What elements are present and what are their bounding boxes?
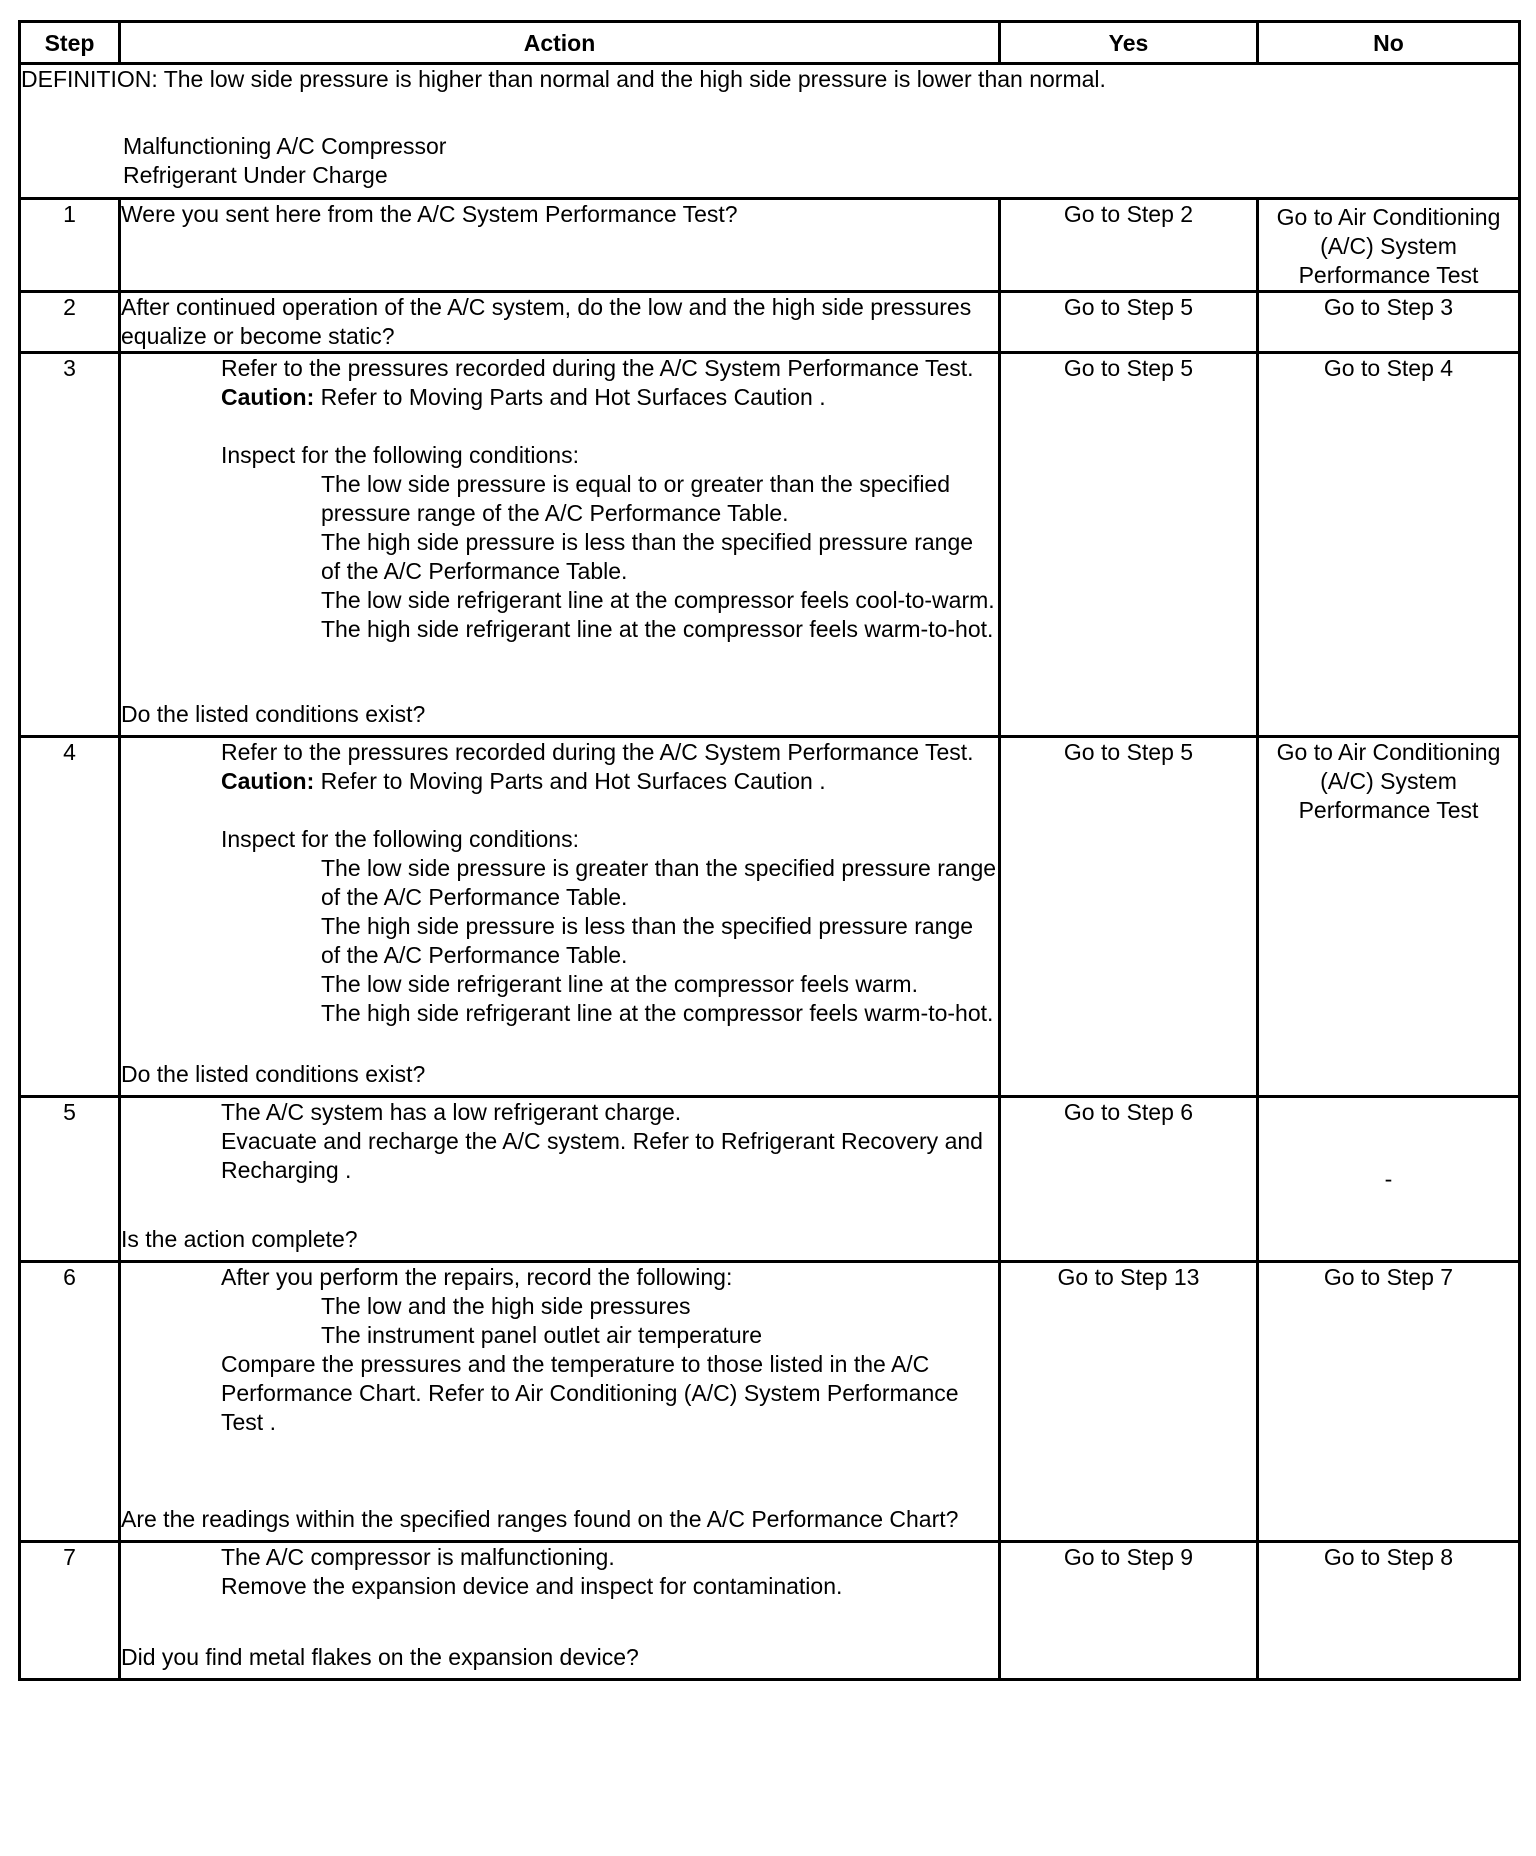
step-question: Do the listed conditions exist? (121, 701, 426, 727)
step-intro: Refer to the pressures recorded during the A/C System Performance Test. (221, 739, 974, 765)
yes-header: Yes (1000, 22, 1258, 64)
definition-row (20, 64, 1520, 199)
condition-item: The low side refrigerant line at the compressor feels cool-to-warm. (321, 587, 995, 613)
inspect-label: Inspect for the following conditions: (221, 826, 579, 852)
action-header: Action (120, 22, 1000, 64)
caution-label: Caution: (221, 384, 315, 410)
step-question: Are the readings within the specified ranges found on the A/C Performance Chart? (121, 1506, 959, 1532)
diagnostic-table (18, 20, 1521, 1681)
step-row-1 (20, 199, 1520, 292)
step-action (120, 353, 1000, 737)
no-link[interactable]: Go to Step 3 (1258, 292, 1520, 353)
step-action (120, 1542, 1000, 1680)
record-item: The low and the high side pressures (321, 1293, 691, 1319)
step-intro: Refer to the pressures recorded during the A/C System Performance Test. (221, 355, 974, 381)
cause-list (21, 132, 1518, 190)
no-link[interactable]: Go to Step 7 (1258, 1262, 1520, 1542)
cause-item: Malfunctioning A/C Compressor (123, 133, 447, 159)
caution-text: Refer to Moving Parts and Hot Surfaces Caution . (314, 768, 826, 794)
inspect-label: Inspect for the following conditions: (221, 442, 579, 468)
compare-text: Compare the pressures and the temperature to those listed in the A/C Performance Chart. Refer to Air Conditioning (A/C) System Performance Test . (221, 1351, 959, 1435)
step-row-7 (20, 1542, 1520, 1680)
step-row-5 (20, 1097, 1520, 1262)
header-row (20, 22, 1520, 64)
no-link[interactable]: Go to Air Conditioning (A/C) System Performance Test (1258, 199, 1520, 292)
no-link[interactable]: Go to Step 4 (1258, 353, 1520, 737)
caution-line (121, 767, 998, 796)
action-line: The A/C compressor is malfunctioning. (221, 1544, 615, 1570)
step-header: Step (20, 22, 120, 64)
step-action (120, 292, 1000, 353)
yes-link[interactable]: Go to Step 5 (1000, 353, 1258, 737)
condition-item: The high side pressure is less than the specified pressure range of the A/C Performance Table. (321, 913, 974, 968)
condition-item: The low side pressure is greater than the specified pressure range of the A/C Performance Table. (321, 855, 997, 910)
condition-item: The high side refrigerant line at the compressor feels warm-to-hot. (321, 1000, 994, 1026)
step-number: 2 (20, 292, 120, 353)
condition-item: The high side refrigerant line at the compressor feels warm-to-hot. (321, 616, 994, 642)
yes-link[interactable]: Go to Step 5 (1000, 737, 1258, 1097)
action-line: The A/C system has a low refrigerant charge. (221, 1099, 682, 1125)
cause-item: Refrigerant Under Charge (123, 162, 388, 188)
no-link[interactable]: Go to Step 8 (1258, 1542, 1520, 1680)
step-number: 5 (20, 1097, 120, 1262)
step-row-4 (20, 737, 1520, 1097)
step-number: 7 (20, 1542, 120, 1680)
yes-link[interactable]: Go to Step 6 (1000, 1097, 1258, 1262)
step-number: 1 (20, 199, 120, 292)
step-action (120, 1097, 1000, 1262)
step-question: After continued operation of the A/C system, do the low and the high side pressures equalize or become static? (121, 294, 972, 349)
step-action (120, 199, 1000, 292)
step-row-3 (20, 353, 1520, 737)
no-link[interactable]: Go to Air Conditioning (A/C) System Performance Test (1258, 737, 1520, 1097)
step-number: 6 (20, 1262, 120, 1542)
definition-cell (20, 64, 1520, 199)
step-row-6 (20, 1262, 1520, 1542)
yes-link[interactable]: Go to Step 9 (1000, 1542, 1258, 1680)
step-question: Is the action complete? (121, 1226, 358, 1252)
no-header: No (1258, 22, 1520, 64)
step-question: Do the listed conditions exist? (121, 1061, 426, 1087)
step-number: 4 (20, 737, 120, 1097)
no-link: - (1258, 1097, 1520, 1262)
condition-item: The high side pressure is less than the specified pressure range of the A/C Performance Table. (321, 529, 974, 584)
yes-link[interactable]: Go to Step 2 (1000, 199, 1258, 292)
step-number: 3 (20, 353, 120, 737)
yes-link[interactable]: Go to Step 5 (1000, 292, 1258, 353)
caution-text: Refer to Moving Parts and Hot Surfaces Caution . (314, 384, 826, 410)
yes-link[interactable]: Go to Step 13 (1000, 1262, 1258, 1542)
record-item: The instrument panel outlet air temperature (321, 1322, 763, 1348)
step-row-2 (20, 292, 1520, 353)
caution-line (121, 383, 998, 412)
action-line: Remove the expansion device and inspect for contamination. (221, 1573, 843, 1599)
action-line: Evacuate and recharge the A/C system. Refer to Refrigerant Recovery and Recharging . (221, 1128, 983, 1183)
condition-item: The low side refrigerant line at the compressor feels warm. (321, 971, 918, 997)
step-intro: After you perform the repairs, record the following: (221, 1264, 733, 1290)
step-question: Did you find metal flakes on the expansion device? (121, 1644, 639, 1670)
definition-text: DEFINITION: The low side pressure is higher than normal and the high side pressure is lower than normal. (21, 66, 1106, 92)
step-question: Were you sent here from the A/C System Performance Test? (121, 201, 738, 227)
caution-label: Caution: (221, 768, 315, 794)
step-action (120, 737, 1000, 1097)
condition-item: The low side pressure is equal to or greater than the specified pressure range of the A/C Performance Table. (321, 471, 951, 526)
step-action (120, 1262, 1000, 1542)
